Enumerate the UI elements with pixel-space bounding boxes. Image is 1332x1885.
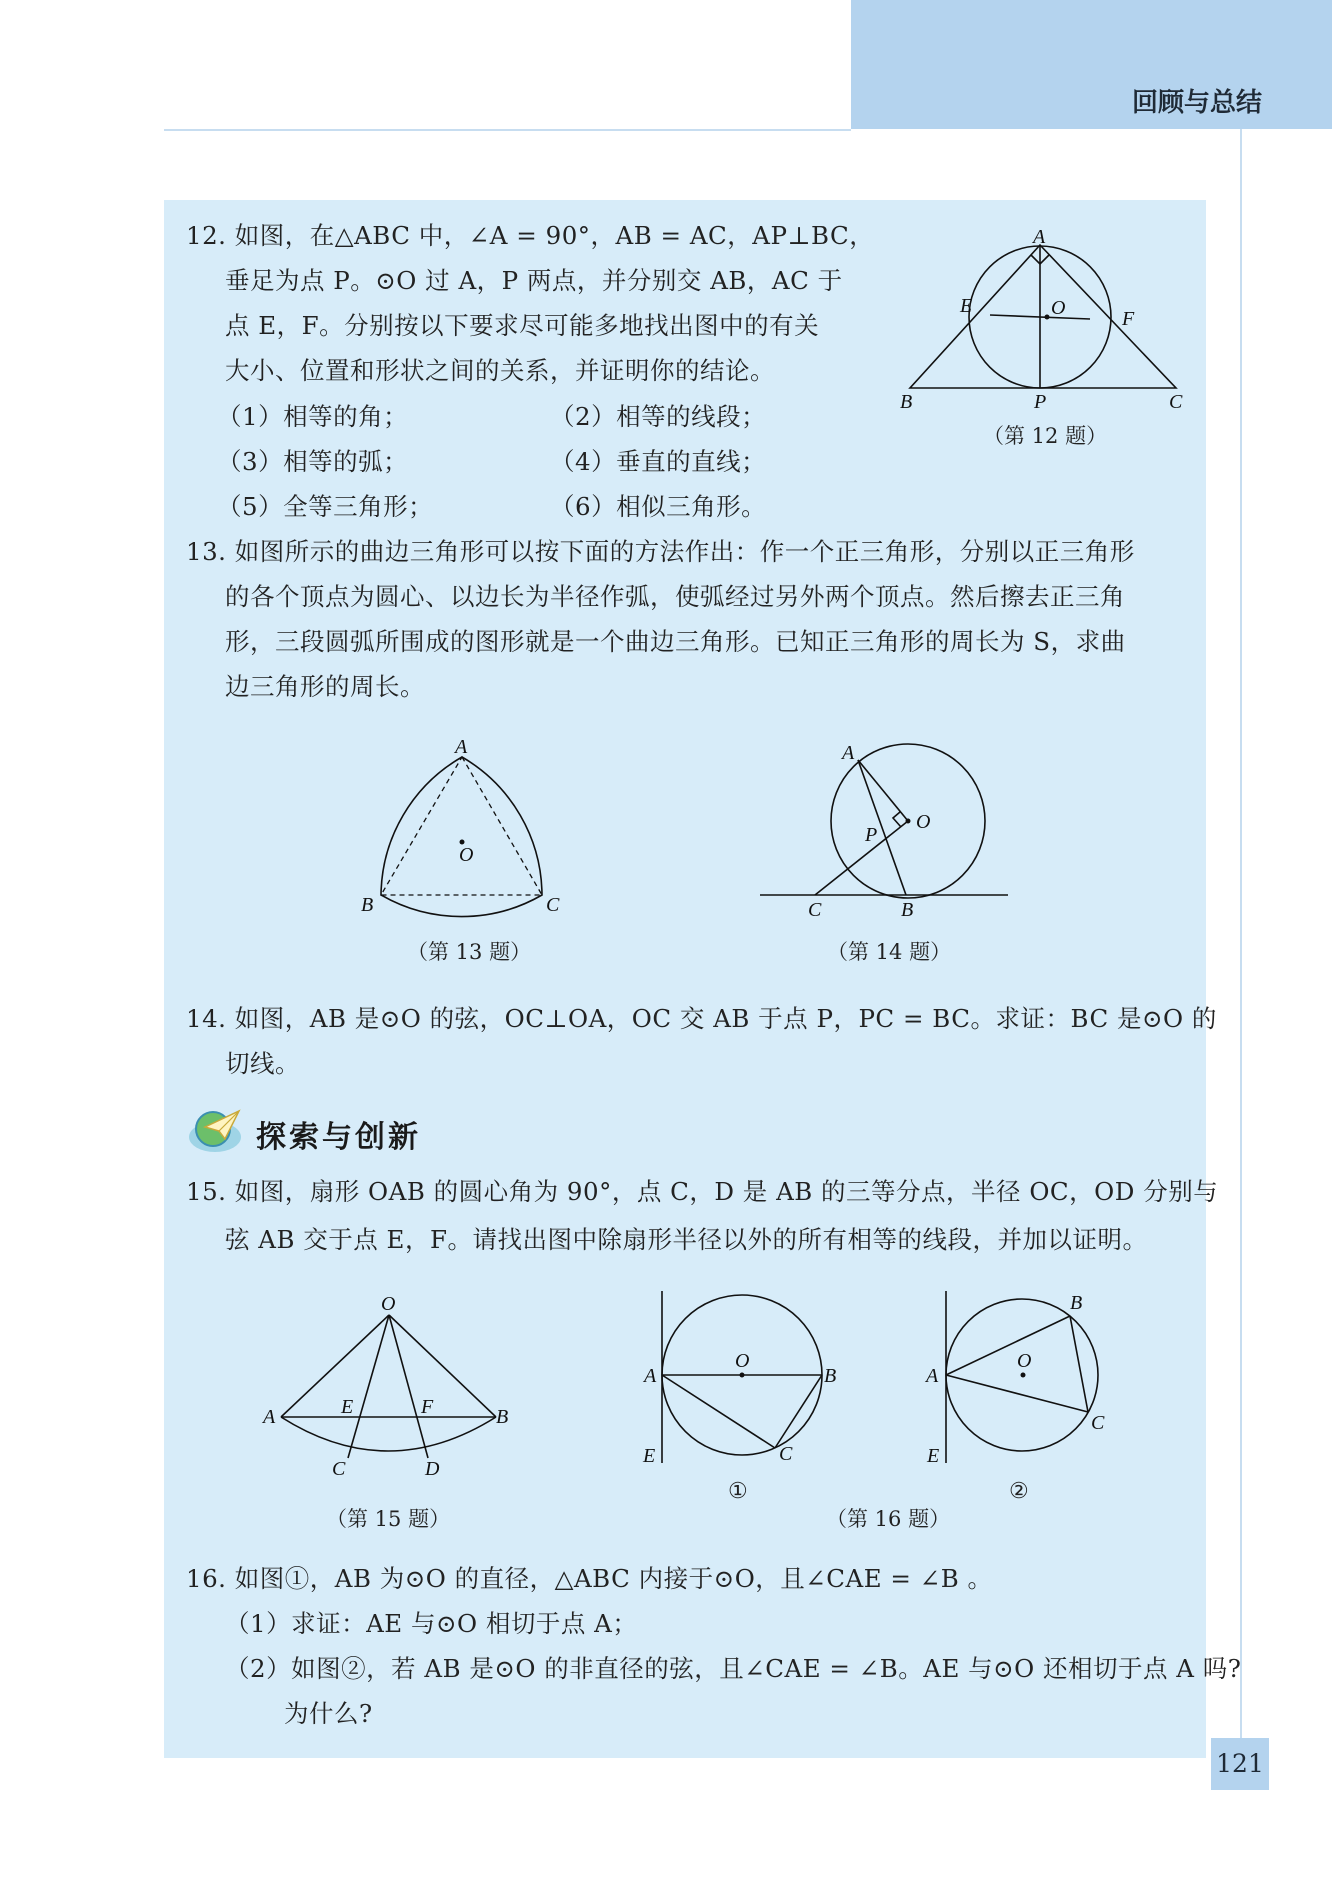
f16b-label-e: E [927,1445,940,1467]
p15-caption: （第 15 题） [326,1507,451,1531]
f16b-center-dot [1021,1373,1026,1378]
f15-label-e: E [341,1396,354,1418]
f14-radius-oa [858,760,908,821]
f15-label-o: O [381,1293,396,1315]
p14-caption: （第 14 题） [827,940,952,964]
p15-line-2: 弦 AB 交于点 E，F。请找出图中除扇形半径以外的所有相等的线段，并加以证明。 [225,1225,1148,1254]
p16-line-2: （1）求证：AE 与⊙O 相切于点 A； [225,1609,638,1638]
f14-label-p: P [865,824,878,846]
f14-label-c: C [808,899,822,921]
p12-line-2: 垂足为点 P。⊙O 过 A，P 两点，并分别交 AB，AC 于 [225,266,843,295]
f14-label-b: B [901,899,914,921]
f12-center-dot [1045,315,1050,320]
f12-label-c: C [1169,391,1183,413]
p15-line-1: 15. 如图，扇形 OAB 的圆心角为 90°，点 C，D 是 AB 的三等分点，半径 OC，OD 分别与 [186,1177,1219,1206]
f12-label-p: P [1034,391,1047,413]
p12-item-6: （6）相似三角形。 [550,492,767,521]
chapter-title: 回顾与总结 [1131,88,1262,118]
p12-item-3: （3）相等的弧； [217,447,409,476]
p12-item-2: （2）相等的线段； [550,402,767,431]
f15-label-d: D [425,1458,440,1480]
header-rule [164,129,851,131]
paper-plane-globe-icon [185,1105,251,1157]
f15-radius-ob [389,1315,496,1417]
f13-label-c: C [546,894,560,916]
figure-15 [255,1285,520,1485]
f12-label-b: B [900,391,913,413]
f16a-center-dot [740,1373,745,1378]
p12-item-4: （4）垂直的直线； [550,447,767,476]
figure-16-1 [635,1285,850,1475]
margin-rule [1240,129,1242,1739]
f14-center-dot [906,819,911,824]
f16a-label-e: E [643,1445,656,1467]
f16b-label-c: C [1091,1412,1105,1434]
f15-radius-oa [281,1315,389,1417]
f14-label-a: A [842,742,855,764]
f15-radius-oc [348,1315,389,1458]
f13-label-b: B [361,894,374,916]
p14-line-1: 14. 如图，AB 是⊙O 的弦，OC⊥OA，OC 交 AB 于点 P，PC = BC。求证：BC 是⊙O 的 [186,1004,1217,1033]
p16-line-1: 16. 如图①，AB 为⊙O 的直径，△ABC 内接于⊙O，且∠CAE = ∠B 。 [186,1564,993,1593]
p16-caption: （第 16 题） [826,1507,951,1531]
f16a-chord-ac [662,1375,775,1448]
f12-label-f: F [1122,308,1135,330]
f13-label-a: A [455,736,468,758]
p16-line-3: （2）如图②，若 AB 是⊙O 的非直径的弦，且∠CAE = ∠B。AE 与⊙O 还相切于点 A 吗? [225,1654,1242,1683]
f16a-label-c: C [779,1443,793,1465]
f15-label-c: C [332,1458,346,1480]
section-title: 探索与创新 [256,1120,421,1155]
f15-label-f: F [421,1396,434,1418]
f14-label-o: O [916,811,931,833]
f16b-sub-label: ② [1009,1479,1029,1504]
f14-right-angle [893,812,901,827]
f12-label-o: O [1051,297,1066,319]
p12-line-4: 大小、位置和形状之间的关系，并证明你的结论。 [225,356,775,385]
f12-label-a: A [1033,226,1046,248]
f13-dashed-triangle [381,757,542,895]
page-number: 121 [1211,1738,1269,1790]
p12-line-1: 12. 如图，在△ABC 中，∠A = 90°，AB = AC，AP⊥BC， [186,221,875,250]
f12-label-e: E [960,295,973,317]
p13-line-1: 13. 如图所示的曲边三角形可以按下面的方法作出：作一个正三角形，分别以正三角形 [186,537,1135,566]
f16a-sub-label: ① [728,1479,748,1504]
f16a-chord-bc [775,1375,822,1448]
f16b-chord-ac [946,1375,1088,1412]
f16a-label-b: B [824,1365,837,1387]
p13-line-2: 的各个顶点为圆心、以边长为半径作弧，使弧经过另外两个顶点。然后擦去正三角 [225,582,1125,611]
p12-item-5: （5）全等三角形； [217,492,434,521]
f16b-label-b: B [1070,1292,1083,1314]
f15-arc-ab [281,1417,496,1451]
figure-14 [755,735,1015,925]
p12-line-3: 点 E，F。分别按以下要求尽可能多地找出图中的有关 [225,311,820,340]
f13-label-o: O [459,844,474,866]
f15-label-b: B [496,1406,509,1428]
f16b-label-a: A [926,1365,939,1387]
figure-13 [355,735,575,925]
p12-item-1: （1）相等的角； [217,402,409,431]
f16a-label-a: A [644,1365,657,1387]
p12-caption: （第 12 题） [983,424,1108,448]
f14-line-oc [815,821,908,895]
p16-line-4: 为什么? [284,1699,373,1728]
f16a-label-o: O [735,1350,750,1372]
f15-radius-od [389,1315,428,1458]
figure-12 [890,225,1200,415]
f16b-chord-bc [1070,1316,1088,1412]
figure-16-2 [915,1285,1130,1475]
f15-label-a: A [263,1406,276,1428]
f13-reuleaux [381,757,542,917]
p13-caption: （第 13 题） [407,940,532,964]
p13-line-4: 边三角形的周长。 [225,672,425,701]
f16b-label-o: O [1017,1350,1032,1372]
p13-line-3: 形，三段圆弧所围成的图形就是一个曲边三角形。已知正三角形的周长为 S，求曲 [225,627,1126,656]
p14-line-2: 切线。 [225,1049,300,1078]
